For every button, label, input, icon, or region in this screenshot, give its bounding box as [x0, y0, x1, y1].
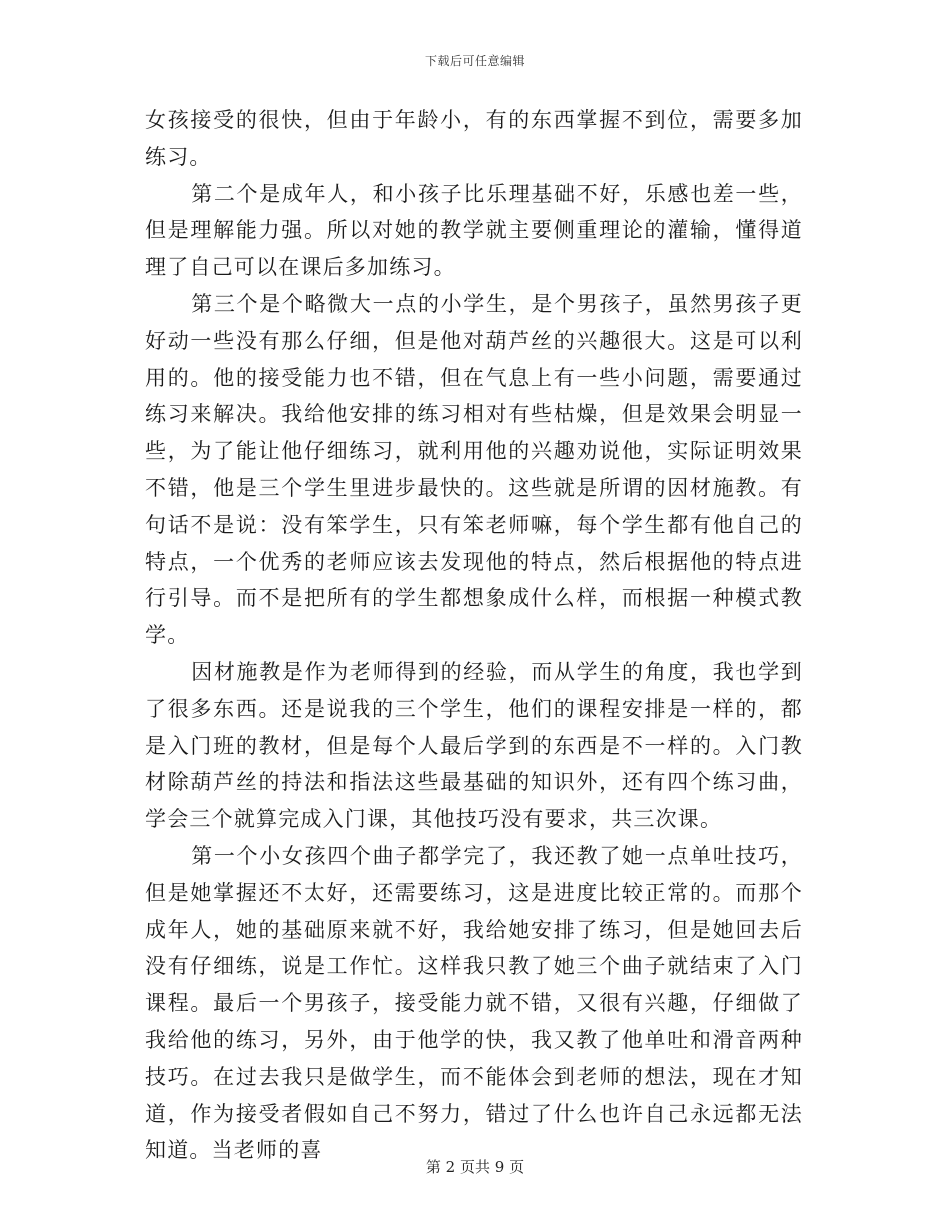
page-header: 下载后可任意编辑	[424, 54, 525, 68]
document-body	[145, 102, 803, 1169]
paragraph-4: 因材施教是作为老师得到的经验，而从学生的角度，我也学到了很多东西。还是说我的三个学生，他们的课程安排是一样的，都是入门班的教材，但是每个人最后学到的东西是不一样的。入门教材除葫芦丝的持法和指法这些最基础的知识外，还有四个练习曲，学会三个就算完成入门课，其他技巧没有要求，共三次课。	[145, 659, 803, 832]
page-footer: 第 2 页共 9 页	[425, 1158, 525, 1176]
paragraph-3: 第三个是个略微大一点的小学生，是个男孩子，虽然男孩子更好动一些没有那么仔细，但是他对葫芦丝的兴趣很大。这是可以利用的。他的接受能力也不错，但在气息上有一些小问题，需要通过练习来解决。我给他安排的练习相对有些枯燥，但是效果会明显一些，为了能让他仔细练习，就利用他的兴趣劝说他，实际证明效果不错，他是三个学生里进步最快的。这些就是所谓的因材施教。有句话不是说：没有笨学生，只有笨老师嘛，每个学生都有他自己的特点，一个优秀的老师应该去发现他的特点，然后根据他的特点进行引导。而不是把所有的学生都想象成什么样，而根据一种模式教学。	[145, 291, 803, 648]
paragraph-2: 第二个是成年人，和小孩子比乐理基础不好，乐感也差一些，但是理解能力强。所以对她的教学就主要侧重理论的灌输，懂得道理了自己可以在课后多加练习。	[145, 181, 803, 280]
paragraph-5: 第一个小女孩四个曲子都学完了，我还教了她一点单吐技巧，但是她掌握还不太好，还需要练习，这是进度比较正常的。而那个成年人，她的基础原来就不好，我给她安排了练习，但是她回去后没有仔细练，说是工作忙。这样我只教了她三个曲子就结束了入门课程。最后一个男孩子，接受能力就不错，又很有兴趣，仔细做了我给他的练习，另外，由于他学的快，我又教了他单吐和滑音两种技巧。在过去我只是做学生，而不能体会到老师的想法，现在才知道，作为接受者假如自己不努力，错过了什么也许自己永远都无法知道。当老师的喜	[145, 843, 803, 1163]
paragraph-1: 女孩接受的很快，但由于年龄小，有的东西掌握不到位，需要多加练习。	[145, 108, 803, 169]
